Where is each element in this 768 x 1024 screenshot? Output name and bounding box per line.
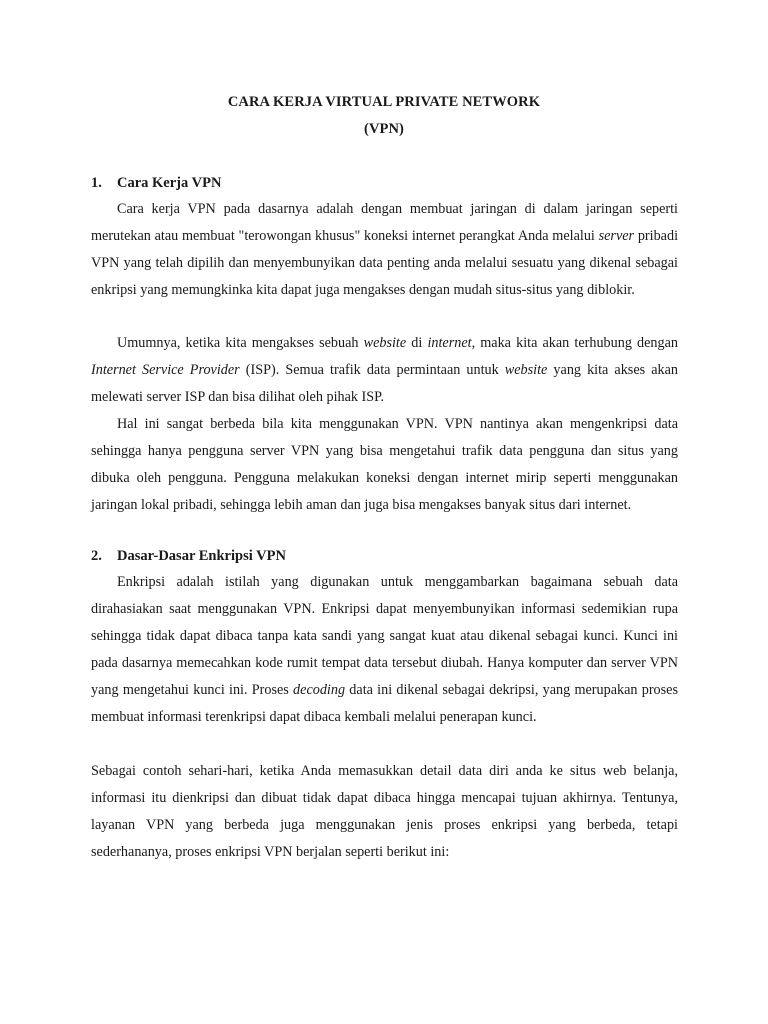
text-run: data ini dikenal sebagai dekripsi, yang merupakan proses membuat informasi terenkripsi dapat dibaca kembali melalui penerapan kunci. — [91, 682, 678, 726]
text-run: yang kita akses akan melewati server ISP dan bisa dilihat oleh pihak ISP. — [91, 362, 678, 406]
text-run: pribadi VPN yang telah dipilih dan menyembunyikan data penting anda melalui sesuatu yang dikenal sebagai enkripsi yang memungkinka kita dapat juga mengakses dengan mudah situs-situs yang diblokir. — [91, 228, 679, 299]
italic-term: Internet Service Provider — [91, 362, 240, 379]
section-2-heading — [91, 543, 286, 570]
section-1-paragraph-3: Hal ini sangat berbeda bila kita menggunakan VPN. VPN nantinya akan mengenkripsi data sehingga hanya pengguna server VPN yang bisa mengetahui trafik data pengguna dan situs yang dibuka oleh pengguna. Pengguna melakukan koneksi dengan internet mirip seperti menggunakan jaringan lokal pribadi, sehingga lebih aman dan juga bisa mengakses banyak situs dari internet. — [91, 416, 678, 514]
section-1-paragraph-2 — [91, 330, 678, 411]
text-run: Enkripsi adalah istilah yang digunakan untuk menggambarkan bagaimana sebuah data dirahasiakan saat menggunakan VPN. Enkripsi dapat menyembunyikan informasi sedemikian rupa sehingga tidak dapat dibaca tanpa kata sandi yang sangat kuat atau dikenal sebagai kunci. Kunci ini pada dasarnya memecahkan kode rumit tempat data tersebut diubah. Hanya komputer dan server VPN yang mengetahui kunci ini. Proses — [91, 574, 678, 699]
section-1-paragraph-1 — [91, 196, 678, 304]
italic-term: website — [363, 335, 407, 352]
italic-term: server — [598, 228, 635, 245]
section-2-paragraph-1 — [91, 569, 678, 731]
section-1-number: 1. — [91, 175, 102, 191]
text-run: Cara kerja VPN pada dasarnya adalah dengan membuat jaringan di dalam jaringan seperti merutekan atau membuat "terowongan khusus" koneksi internet perangkat Anda melalui — [91, 201, 678, 245]
italic-term: decoding — [293, 682, 346, 699]
text-run: di — [406, 335, 428, 352]
document-subtitle: (VPN) — [364, 121, 404, 137]
italic-term: internet — [427, 335, 472, 352]
text-run: , maka kita akan terhubung dengan — [471, 335, 678, 352]
text-run: (ISP). Semua trafik data permintaan untuk — [239, 362, 505, 379]
italic-term: website — [504, 362, 548, 379]
document-title: CARA KERJA VIRTUAL PRIVATE NETWORK — [227, 94, 541, 110]
section-1-heading — [91, 170, 221, 197]
section-2-paragraph-2: Sebagai contoh sehari-hari, ketika Anda memasukkan detail data diri anda ke situs web belanja, informasi itu dienkripsi dan dibuat tidak dapat dibaca hingga mencapai tujuan akhirnya. Tentunya, layanan VPN yang berbeda juga menggunakan jenis proses enkripsi yang berbeda, tetapi sederhananya, proses enkripsi VPN berjalan seperti berikut ini: — [91, 763, 678, 861]
text-run: Umumnya, ketika kita mengakses sebuah — [117, 335, 364, 352]
section-1-title: Cara Kerja VPN — [117, 175, 222, 191]
section-2-number: 2. — [91, 548, 102, 564]
section-2-title: Dasar-Dasar Enkripsi VPN — [117, 548, 286, 564]
